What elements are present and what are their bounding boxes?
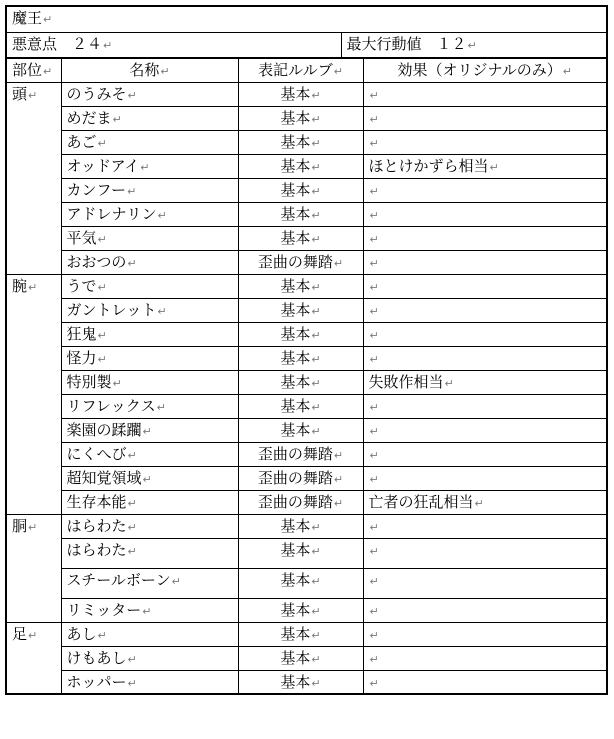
part-name-cell: 狂鬼↵ [61, 322, 238, 346]
part-name-cell: カンフー↵ [61, 178, 238, 202]
paragraph-mark-icon: ↵ [369, 112, 379, 126]
part-cell: 足↵ [6, 622, 61, 694]
part-name-cell: ガントレット↵ [61, 298, 238, 322]
paragraph-mark-icon: ↵ [97, 328, 107, 342]
paragraph-mark-icon: ↵ [43, 13, 53, 26]
effect-cell [363, 82, 607, 106]
paragraph-mark-icon: ↵ [97, 136, 107, 150]
table-row [6, 670, 607, 694]
paragraph-mark-icon: ↵ [156, 400, 166, 414]
paragraph-mark-icon: ↵ [369, 232, 379, 246]
paragraph-mark-icon: ↵ [127, 652, 137, 666]
table-row [6, 394, 607, 418]
paragraph-mark-icon: ↵ [369, 280, 379, 294]
paragraph-mark-icon: ↵ [311, 352, 321, 366]
stat-value: １２ [436, 34, 467, 53]
rulebook-cell: 基本↵ [238, 298, 363, 322]
paragraph-mark-icon: ↵ [127, 88, 137, 102]
paragraph-mark-icon: ↵ [127, 676, 137, 690]
effect-cell [363, 178, 607, 202]
rulebook-cell: 歪曲の舞踏↵ [238, 490, 363, 514]
part-name-cell: はらわた↵ [61, 538, 238, 568]
header-book: 表記ルルブ↵ [238, 58, 363, 82]
rulebook-cell: 基本↵ [238, 202, 363, 226]
paragraph-mark-icon: ↵ [157, 304, 167, 318]
paragraph-mark-icon: ↵ [140, 160, 150, 174]
paragraph-mark-icon: ↵ [474, 496, 484, 510]
paragraph-mark-icon: ↵ [97, 352, 107, 366]
paragraph-mark-icon: ↵ [369, 136, 379, 150]
part-cell: 頭↵ [6, 82, 61, 274]
rulebook-cell: 基本↵ [238, 226, 363, 250]
effect-cell [363, 130, 607, 154]
effect-cell [363, 298, 607, 322]
table-row [6, 538, 607, 568]
rulebook-cell: 基本↵ [238, 514, 363, 538]
stat-label: 悪意点 [12, 34, 58, 53]
rulebook-cell: 基本↵ [238, 274, 363, 298]
part-name-cell: おおつの↵ [61, 250, 238, 274]
paragraph-mark-icon: ↵ [103, 38, 113, 52]
table-row [6, 130, 607, 154]
effect-cell [363, 394, 607, 418]
paragraph-mark-icon: ↵ [311, 628, 321, 642]
paragraph-mark-icon: ↵ [127, 448, 137, 462]
paragraph-mark-icon: ↵ [562, 65, 572, 78]
effect-cell [363, 598, 607, 622]
paragraph-mark-icon: ↵ [311, 88, 321, 102]
paragraph-mark-icon: ↵ [160, 65, 170, 78]
paragraph-mark-icon: ↵ [311, 376, 321, 390]
part-name-cell: あご↵ [61, 130, 238, 154]
rulebook-cell: 基本↵ [238, 622, 363, 646]
effect-cell [363, 646, 607, 670]
paragraph-mark-icon: ↵ [311, 304, 321, 318]
paragraph-mark-icon: ↵ [311, 574, 321, 588]
effect-cell [363, 418, 607, 442]
paragraph-mark-icon: ↵ [97, 628, 107, 642]
paragraph-mark-icon: ↵ [333, 472, 344, 486]
effect-cell [363, 466, 607, 490]
rulebook-cell: 基本↵ [238, 538, 363, 568]
stat-label: 最大行動値 [346, 34, 422, 53]
rulebook-cell: 歪曲の舞踏↵ [238, 442, 363, 466]
paragraph-mark-icon: ↵ [97, 232, 107, 246]
paragraph-mark-icon: ↵ [28, 280, 38, 294]
table-row [6, 106, 607, 130]
table-row [6, 274, 607, 298]
effect-cell [363, 346, 607, 370]
table-row [6, 466, 607, 490]
rulebook-cell: 歪曲の舞踏↵ [238, 250, 363, 274]
paragraph-mark-icon: ↵ [311, 160, 321, 174]
paragraph-mark-icon: ↵ [369, 544, 379, 558]
effect-cell [363, 670, 607, 694]
table-row [6, 322, 607, 346]
paragraph-mark-icon: ↵ [142, 604, 152, 618]
table-row [6, 490, 607, 514]
effect-cell [363, 442, 607, 466]
rulebook-cell: 基本↵ [238, 130, 363, 154]
paragraph-mark-icon: ↵ [369, 520, 379, 534]
rulebook-cell: 基本↵ [238, 670, 363, 694]
paragraph-mark-icon: ↵ [333, 65, 343, 78]
effect-cell [363, 202, 607, 226]
paragraph-mark-icon: ↵ [311, 112, 321, 126]
effect-cell: 失敗作相当↵ [363, 370, 607, 394]
paragraph-mark-icon: ↵ [369, 328, 379, 342]
rulebook-cell: 基本↵ [238, 106, 363, 130]
part-name-cell: のうみそ↵ [61, 82, 238, 106]
table-row [6, 622, 607, 646]
paragraph-mark-icon: ↵ [369, 676, 379, 690]
paragraph-mark-icon: ↵ [369, 208, 379, 222]
table-row [6, 598, 607, 622]
paragraph-mark-icon: ↵ [142, 472, 152, 486]
effect-cell: ほとけかずら相当↵ [363, 154, 607, 178]
part-name-cell: 超知覚領域↵ [61, 466, 238, 490]
part-cell: 腕↵ [6, 274, 61, 514]
paragraph-mark-icon: ↵ [311, 424, 321, 438]
rulebook-cell: 基本↵ [238, 418, 363, 442]
paragraph-mark-icon: ↵ [369, 472, 379, 486]
paragraph-mark-icon: ↵ [369, 448, 379, 462]
table-row [6, 298, 607, 322]
rulebook-cell: 歪曲の舞踏↵ [238, 466, 363, 490]
paragraph-mark-icon: ↵ [369, 256, 379, 270]
effect-cell [363, 274, 607, 298]
paragraph-mark-icon: ↵ [311, 400, 321, 414]
rulebook-cell: 基本↵ [238, 178, 363, 202]
paragraph-mark-icon: ↵ [127, 520, 137, 534]
part-name-cell: ホッパー↵ [61, 670, 238, 694]
rulebook-cell: 基本↵ [238, 646, 363, 670]
rulebook-cell: 基本↵ [238, 154, 363, 178]
table-row [6, 346, 607, 370]
paragraph-mark-icon: ↵ [28, 628, 38, 642]
header-row [6, 58, 607, 82]
stat-value: ２４ [72, 34, 103, 53]
paragraph-mark-icon: ↵ [171, 574, 181, 588]
part-name-cell: にくへび↵ [61, 442, 238, 466]
parts-table [5, 57, 608, 695]
part-name-cell: 怪力↵ [61, 346, 238, 370]
rulebook-cell: 基本↵ [238, 346, 363, 370]
paragraph-mark-icon: ↵ [369, 304, 379, 318]
part-name-cell: 生存本能↵ [61, 490, 238, 514]
effect-cell [363, 514, 607, 538]
part-name-cell: めだま↵ [61, 106, 238, 130]
part-name-cell: リミッター↵ [61, 598, 238, 622]
paragraph-mark-icon: ↵ [444, 376, 454, 390]
paragraph-mark-icon: ↵ [489, 160, 499, 174]
paragraph-mark-icon: ↵ [127, 256, 137, 270]
table-row [6, 178, 607, 202]
paragraph-mark-icon: ↵ [369, 352, 379, 366]
table-row [6, 226, 607, 250]
paragraph-mark-icon: ↵ [157, 208, 167, 222]
paragraph-mark-icon: ↵ [369, 184, 379, 198]
paragraph-mark-icon: ↵ [369, 88, 379, 102]
table-row [6, 442, 607, 466]
paragraph-mark-icon: ↵ [311, 676, 321, 690]
paragraph-mark-icon: ↵ [28, 88, 38, 102]
part-name-cell: スチールボーン↵ [61, 568, 238, 598]
paragraph-mark-icon: ↵ [369, 604, 379, 618]
part-name-cell: 特別製↵ [61, 370, 238, 394]
effect-cell [363, 568, 607, 598]
malice-cell [6, 32, 341, 58]
paragraph-mark-icon: ↵ [369, 628, 379, 642]
part-name-cell: オッドアイ↵ [61, 154, 238, 178]
paragraph-mark-icon: ↵ [311, 520, 321, 534]
effect-cell [363, 538, 607, 568]
header-name: 名称↵ [61, 58, 238, 82]
table-row [6, 646, 607, 670]
character-sheet [5, 5, 606, 695]
paragraph-mark-icon: ↵ [311, 544, 321, 558]
max-action-cell [341, 32, 607, 58]
paragraph-mark-icon: ↵ [311, 652, 321, 666]
header-effect: 効果（オリジナルのみ）↵ [363, 58, 607, 82]
table-row [6, 568, 607, 598]
rulebook-cell: 基本↵ [238, 322, 363, 346]
rulebook-cell: 基本↵ [238, 394, 363, 418]
header-part: 部位↵ [6, 58, 61, 82]
paragraph-mark-icon: ↵ [127, 184, 137, 198]
paragraph-mark-icon: ↵ [467, 38, 477, 52]
effect-cell [363, 622, 607, 646]
title-cell [6, 6, 607, 32]
table-row [6, 514, 607, 538]
part-name-cell: けもあし↵ [61, 646, 238, 670]
rulebook-cell: 基本↵ [238, 598, 363, 622]
effect-cell: 亡者の狂乱相当↵ [363, 490, 607, 514]
part-name-cell: 平気↵ [61, 226, 238, 250]
part-name-cell: リフレックス↵ [61, 394, 238, 418]
paragraph-mark-icon: ↵ [28, 520, 38, 534]
paragraph-mark-icon: ↵ [369, 424, 379, 438]
paragraph-mark-icon: ↵ [112, 112, 122, 126]
paragraph-mark-icon: ↵ [127, 496, 137, 510]
part-name-cell: 楽園の蹂躙↵ [61, 418, 238, 442]
paragraph-mark-icon: ↵ [311, 604, 321, 618]
paragraph-mark-icon: ↵ [142, 424, 152, 438]
paragraph-mark-icon: ↵ [43, 65, 53, 78]
table-row [6, 418, 607, 442]
table-row [6, 370, 607, 394]
paragraph-mark-icon: ↵ [311, 136, 321, 150]
effect-cell [363, 106, 607, 130]
table-row [6, 250, 607, 274]
paragraph-mark-icon: ↵ [369, 400, 379, 414]
effect-cell [363, 322, 607, 346]
paragraph-mark-icon: ↵ [311, 280, 321, 294]
effect-cell [363, 250, 607, 274]
part-name-cell: はらわた↵ [61, 514, 238, 538]
rulebook-cell: 基本↵ [238, 370, 363, 394]
paragraph-mark-icon: ↵ [369, 574, 379, 588]
header-table [5, 5, 608, 59]
rulebook-cell: 基本↵ [238, 82, 363, 106]
part-cell: 胴↵ [6, 514, 61, 622]
table-row [6, 202, 607, 226]
paragraph-mark-icon: ↵ [311, 232, 321, 246]
paragraph-mark-icon: ↵ [311, 184, 321, 198]
paragraph-mark-icon: ↵ [311, 208, 321, 222]
effect-cell [363, 226, 607, 250]
paragraph-mark-icon: ↵ [97, 280, 107, 294]
table-row [6, 154, 607, 178]
paragraph-mark-icon: ↵ [333, 496, 344, 510]
paragraph-mark-icon: ↵ [369, 652, 379, 666]
paragraph-mark-icon: ↵ [127, 544, 137, 558]
part-name-cell: うで↵ [61, 274, 238, 298]
paragraph-mark-icon: ↵ [333, 448, 344, 462]
paragraph-mark-icon: ↵ [333, 256, 344, 270]
title: 魔王 [12, 9, 43, 27]
paragraph-mark-icon: ↵ [311, 328, 321, 342]
paragraph-mark-icon: ↵ [112, 376, 122, 390]
rulebook-cell: 基本↵ [238, 568, 363, 598]
part-name-cell: アドレナリン↵ [61, 202, 238, 226]
part-name-cell: あし↵ [61, 622, 238, 646]
table-row [6, 82, 607, 106]
